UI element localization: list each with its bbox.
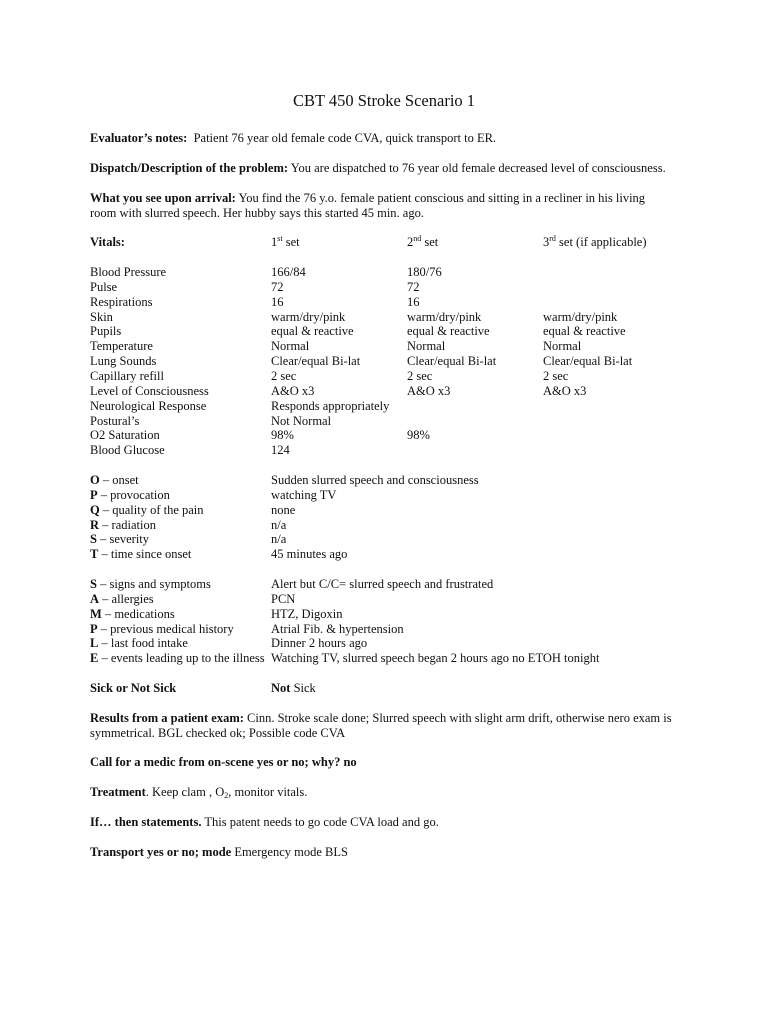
medic-label: Call for a medic from on-scene yes or no; why? no [90,755,357,769]
sick-label: Sick or Not Sick [90,681,177,695]
sample-label: A – allergies [90,591,154,606]
vitals-set-3-header: 3rd set (if applicable) [543,234,647,249]
vitals-row [0,324,768,339]
arrival-label: What you see upon arrival: [90,191,236,205]
vitals-row [0,265,768,280]
vital-set-1-value: Responds appropriately [271,398,390,413]
sample-row [0,607,768,622]
vitals-row [0,414,768,429]
vitals-row [0,399,768,414]
exam-label: Results from a patient exam: [90,711,244,725]
transport [90,845,690,860]
vital-set-2-value: warm/dry/pink [407,309,482,324]
sick-row [0,681,768,696]
sample-value: PCN [271,591,296,606]
vital-name: Pupils [90,324,122,339]
vitals-row [0,310,768,325]
vital-set-1-value: warm/dry/pink [271,309,346,324]
sample-label: E – events leading up to the illness [90,651,265,666]
evaluator-notes [90,131,690,146]
vital-set-1-value: 72 [271,279,284,294]
arrival-description [90,191,660,221]
vitals-row [0,443,768,458]
vital-set-3-value: warm/dry/pink [543,309,618,324]
sample-row [0,592,768,607]
vital-set-2-value: 180/76 [407,265,442,279]
opqrst-row [0,488,768,503]
treatment [90,785,690,800]
vital-set-1-value: Clear/equal Bi-lat [271,354,361,369]
opqrst-value: 45 minutes ago [271,547,348,562]
vital-name: O2 Saturation [90,428,160,443]
sample-label: P – previous medical history [90,621,234,636]
opqrst-value: n/a [271,517,287,532]
document-title: CBT 450 Stroke Scenario 1 [292,91,476,110]
sample-row [0,651,768,666]
vitals-row [0,384,768,399]
opqrst-label: Q – quality of the pain [90,502,204,517]
vital-set-1-value: equal & reactive [271,324,354,339]
opqrst-value: n/a [271,532,287,547]
sample-label: L – last food intake [90,636,188,651]
sample-row [0,577,768,592]
vital-set-3-value: Normal [543,339,582,354]
vital-set-3-value: Clear/equal Bi-lat [543,354,633,369]
opqrst-label: S – severity [90,532,150,547]
vital-set-1-value: A&O x3 [271,383,315,398]
vital-name: Capillary refill [90,368,164,383]
vitals-header-row [0,235,768,250]
vital-name: Temperature [90,339,153,354]
exam-text: Cinn. Stroke scale done; Slurred speech with slight arm drift, otherwise nero exam is symmetrical. BGL checked ok; Possible code CVA [90,711,672,740]
arrival-text: You find the 76 y.o. female patient conscious and sitting in a recliner in his living room with slurred speech. Her hubby says this started 45 min. ago. [90,191,646,220]
vital-name: Level of Consciousness [90,383,209,398]
vitals-row [0,295,768,310]
dispatch-text: You are dispatched to 76 year old female decreased level of consciousness. [290,161,666,175]
vitals-row [0,339,768,354]
vital-set-1-value: Not Normal [271,413,332,428]
vital-name: Respirations [90,294,153,309]
vital-set-3-value: equal & reactive [543,324,626,339]
opqrst-row [0,503,768,518]
vitals-set-2-header: 2nd set [407,234,439,249]
sample-value: HTZ, Digoxin [271,606,343,621]
evaluator-notes-label: Evaluator’s notes: [90,131,188,145]
opqrst-label: P – provocation [90,487,170,502]
opqrst-row [0,547,768,562]
vital-name: Blood Pressure [90,265,167,279]
vital-name: Postural’s [90,413,140,428]
sample-value: Alert but C/C= slurred speech and frustrated [271,577,494,591]
vital-set-1-value: 124 [271,443,290,458]
treatment-label: Treatment [90,785,146,799]
sample-label: S – signs and symptoms [90,577,211,591]
vital-set-1-value: 16 [271,294,284,309]
vital-name: Pulse [90,279,118,294]
if-then-statements [90,815,690,830]
vital-set-2-value: 2 sec [407,368,433,383]
vitals-row [0,369,768,384]
vital-set-2-value: Normal [407,339,446,354]
vital-set-2-value: 16 [407,294,420,309]
sample-label: M – medications [90,606,175,621]
vital-name: Skin [90,309,113,324]
evaluator-notes-text: Patient 76 year old female code CVA, quick transport to ER. [193,131,497,145]
vitals-row [0,280,768,295]
vital-set-2-value: equal & reactive [407,324,490,339]
opqrst-value: Sudden slurred speech and consciousness [271,473,479,487]
vitals-row [0,354,768,369]
sick-value: Not Sick [271,681,316,695]
sample-row [0,622,768,637]
transport-text: Emergency mode BLS [234,845,348,859]
vitals-set-1-header: 1st set [271,234,300,249]
vital-name: Blood Glucose [90,443,165,458]
vital-set-2-value: A&O x3 [407,383,451,398]
ifthen-label: If… then statements. [90,815,202,829]
opqrst-row [0,518,768,533]
treatment-text: . Keep clam , $O_2$, monitor vitals. [145,785,308,800]
vital-set-2-value: Clear/equal Bi-lat [407,354,497,369]
sample-value: Dinner 2 hours ago [271,636,368,651]
vital-set-2-value: 72 [407,279,420,294]
opqrst-value: watching TV [271,487,337,502]
opqrst-value: none [271,502,296,517]
sample-value: Atrial Fib. & hypertension [271,621,404,636]
vitals-row [0,428,768,443]
vital-set-2-value: 98% [407,428,430,443]
opqrst-label: R – radiation [90,517,156,532]
vital-set-1-value: 166/84 [271,265,306,279]
sample-row [0,636,768,651]
vital-set-3-value: A&O x3 [543,383,587,398]
vital-name: Lung Sounds [90,354,157,369]
vital-set-1-value: Normal [271,339,310,354]
transport-label: Transport yes or no; mode [90,845,232,859]
dispatch-description [90,161,690,176]
opqrst-row [0,473,768,488]
opqrst-row [0,532,768,547]
medic-call [90,755,690,770]
dispatch-label: Dispatch/Description of the problem: [90,161,289,175]
vitals-label: Vitals: [90,235,125,249]
opqrst-label: T – time since onset [90,547,192,562]
opqrst-label: O – onset [90,473,139,487]
vital-set-3-value: 2 sec [543,368,569,383]
vital-name: Neurological Response [90,398,207,413]
ifthen-text: This patent needs to go code CVA load and go. [204,815,439,829]
sample-value: Watching TV, slurred speech began 2 hours ago no ETOH tonight [271,651,600,666]
vital-set-1-value: 98% [271,428,294,443]
vital-set-1-value: 2 sec [271,368,297,383]
patient-exam-results [90,711,690,741]
